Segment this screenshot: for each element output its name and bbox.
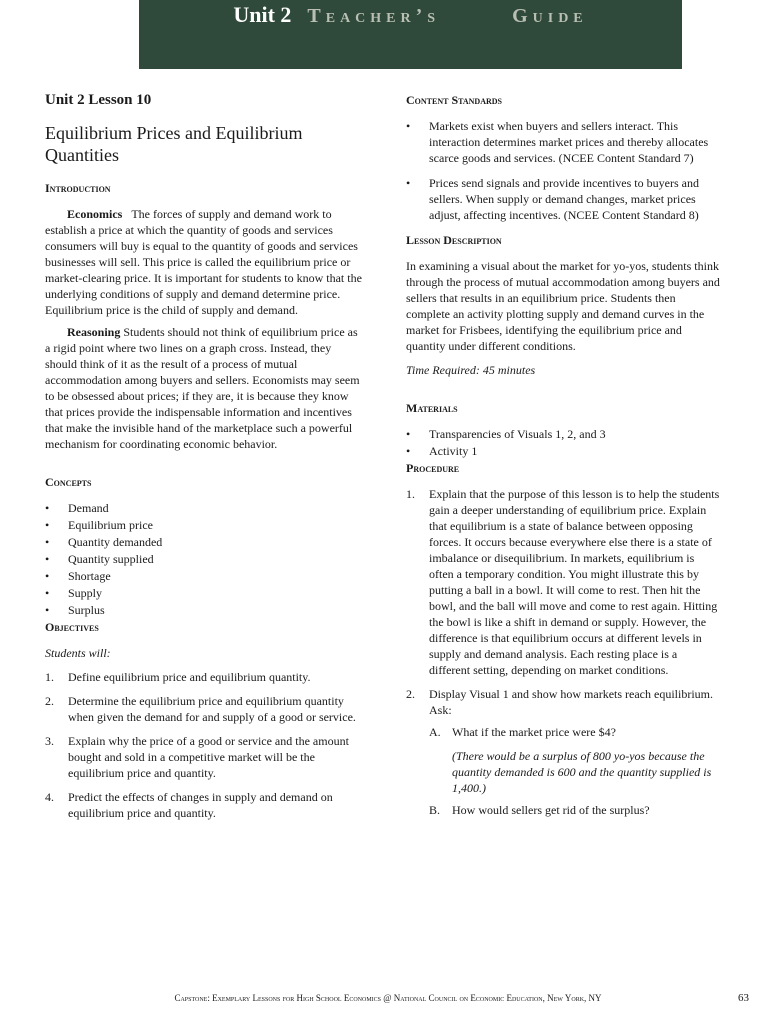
procedure-step-2: 2. Display Visual 1 and show how markets reach equilibrium. Ask: A. What if the market price were $4? (There would be a surplus of 800 yo-yos because the quantity demanded is 600 and the quantity supplied is 1,400.) B. How would sellers get rid of the surplus? [406,686,720,818]
left-column [45,92,363,829]
runin-reasoning: Reasoning [67,325,121,339]
lesson-description-heading: Lesson Description [406,233,502,247]
materials-heading: Materials [406,401,458,415]
time-required: Time Required: 45 minutes [406,363,536,377]
content-standards-heading: Content Standards [406,93,502,107]
list-item: • Quantity demanded [45,535,163,549]
footer-citation: Capstone: Exemplary Lessons for High School Economics @ National Council on Economic Education, New York, NY [174,993,602,1003]
objectives-intro: Students will: [45,646,111,660]
list-item: • Prices send signals and provide incentives to buyers and sellers. When supply or demand changes, market prices adjust, affecting incentives. (NCEE Content Standard 8) [406,176,699,222]
content-standards-list [406,118,720,223]
intro-paragraph-economics [45,206,363,318]
list-item: 1. Define equilibrium price and equilibrium quantity. [45,670,311,684]
lesson-label: Unit 2 Lesson 10 [45,92,152,108]
procedure-step-1: 1. Explain that the purpose of this lesson is to help the students gain a deeper understanding of equilibrium price. Explain that equilibrium is a state of balance between opposing forces. It occurs because everywhere else there is a state of imbalance or disequilibrium. In markets, equilibrium is often a temporary condition. You might illustrate this by putting a ball in a bowl. It will come to rest. Then hit the bowl, and the ball will move and come to rest again. Hitting the bowl is like a shift in demand or supply. However, the difference is that equilibrium occurs at different levels in supply and demand analysis. Each resting place is a different setting, depending on market conditions. [406,487,720,677]
lesson-title: Equilibrium Prices and Equilibrium Quantities [45,123,303,165]
objectives-list [45,669,363,821]
right-column [406,92,720,826]
list-item: • Equilibrium price [45,518,153,532]
list-item: • Demand [45,501,109,515]
question-a: A. What if the market price were $4? [429,725,616,739]
list-item: • Quantity supplied [45,552,154,566]
procedure-list [406,486,720,818]
banner-unit: Unit 2 [233,2,292,27]
objectives-heading: Objectives [45,620,99,634]
list-item: • Markets exist when buyers and sellers interact. This interaction determines market prices and thereby allocates scarce goods and services. (NCEE Content Standard 7) [406,119,709,165]
concepts-list [45,500,363,618]
intro-text-economics: The forces of supply and demand work to establish a price at which the quantity of goods and services consumers will buy is equal to the quantity of goods and services businesses will sell. This price is called the equilibrium price or market-clearing price. It is important for students to know that the underlying conditions of supply and demand determine price. Equilibrium price is the child of supply and demand. [45,207,362,317]
introduction-heading: Introduction [45,181,111,195]
materials-list [406,426,720,459]
lesson-description-text: In examining a visual about the market for yo-yos, students think through the process of mutual accommodation among buyers and sellers that results in an equilibrium price. Students then complete an activity plotting supply and demand curves in the market for Frisbees, identifying the equilibrium price and quantity under different conditions. [406,259,720,353]
banner-guide: Guide [512,5,588,27]
list-item: 4. Predict the effects of changes in supply and demand on equilibrium price and quantity. [45,790,333,820]
question-b: B. How would sellers get rid of the surplus? [429,803,650,817]
list-item: • Surplus [45,603,105,617]
list-item: • Supply [45,586,103,600]
procedure-heading: Procedure [406,461,460,475]
answer-a: (There would be a surplus of 800 yo-yos because the quantity demanded is 600 and the quantity supplied is 1,400.) [452,749,712,795]
concepts-heading: Concepts [45,475,92,489]
intro-paragraph-reasoning [45,324,363,452]
page-number: 63 [738,992,749,1004]
intro-text-reasoning: Students should not think of equilibrium price as a rigid point where two lines on a graph cross. Instead, they should think of it as the result of a process of mutual accommodation among buyers and sellers. Economists may seem to be obsessed about prices; if they are, it is because they know that prices provide the indispensable information and incentives that make the invisible hand of the marketplace such a powerful mechanism for coordinating economic behavior. [45,325,360,451]
header-banner [139,0,682,69]
list-item: • Shortage [45,569,111,583]
list-item: • Activity 1 [406,444,478,458]
banner-title [139,2,682,28]
list-item: • Transparencies of Visuals 1, 2, and 3 [406,427,606,441]
banner-teachers: Teacher’s [307,5,441,27]
list-item: 2. Determine the equilibrium price and equilibrium quantity when given the demand for and supply of a good or service. [45,694,356,724]
list-item: 3. Explain why the price of a good or service and the amount bought and sold in a competitive market will be the equilibrium price and quantity. [45,734,349,780]
runin-economics: Economics [67,207,123,221]
